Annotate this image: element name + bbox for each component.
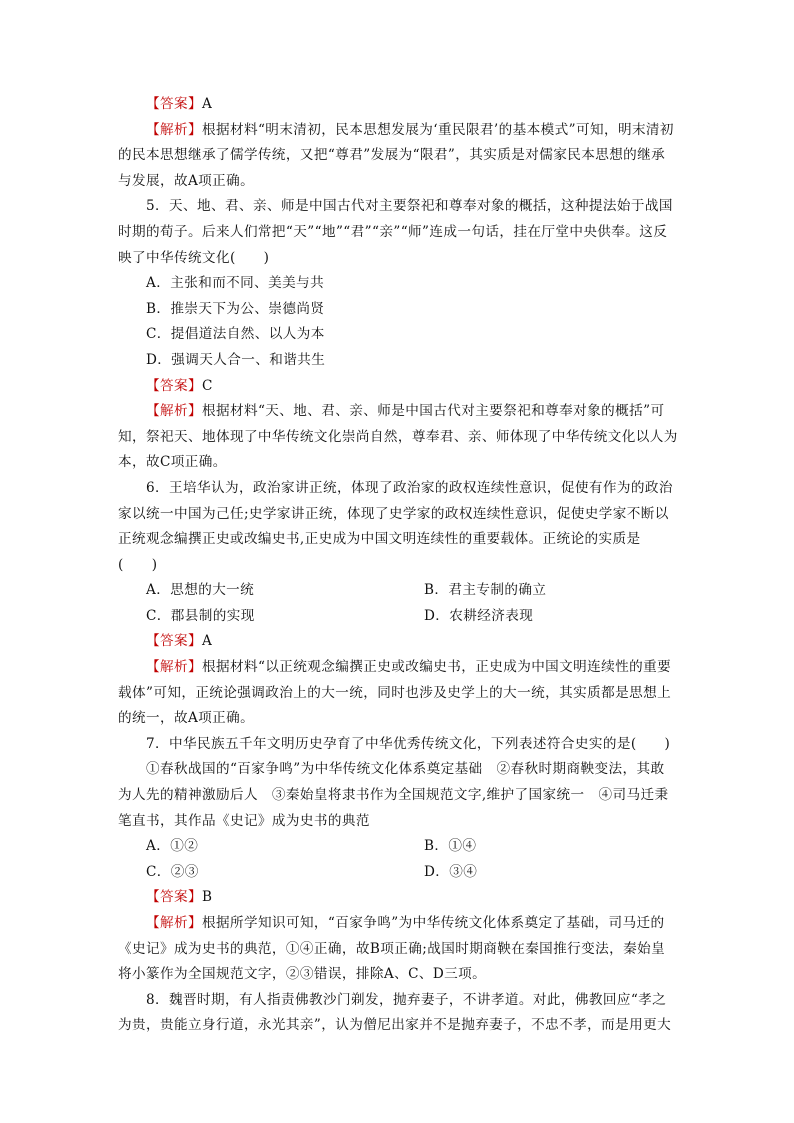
answer-tag: 【答案】 xyxy=(146,889,202,906)
question-7-option-b: B．①④ xyxy=(424,838,477,855)
question-7-explanation xyxy=(118,911,678,988)
question-7-options-row-1 xyxy=(118,834,678,860)
explanation-text: 根据材料“以正统观念编撰正史或改编史书，正史成为中国文明连续性的重要载体”可知，正统论强调政治上的大一统，同时也涉及史学上的大一统，其实质都是思想上的统一，故A项正确。 xyxy=(118,659,672,727)
explanation-tag: 【解析】 xyxy=(146,121,202,138)
question-7-items: ①春秋战国的“百家争鸣”为中华传统文化体系奠定基础 ②春秋时期商鞅变法，其敢为人先的精神激励后人 ③秦始皇将隶书作为全国规范文字,维护了国家统一 ④司马迁秉笔直书，其作品《史记》成为史书的典范 xyxy=(118,761,669,829)
question-7-option-d: D．③④ xyxy=(424,863,478,880)
question-6-option-b: B．君主专制的确立 xyxy=(424,582,547,599)
question-7-options-row-2 xyxy=(118,860,678,886)
explanation-tag: 【解析】 xyxy=(146,915,202,931)
answer-tag: 【答案】 xyxy=(146,377,202,394)
explanation-text: 根据材料“天、地、君、亲、师是中国古代对主要祭祀和尊奉对象的概括”可知，祭祀天、地体现了中华传统文化崇尚自然，尊奉君、亲、师体现了中华传统文化以人为本，故C项正确。 xyxy=(118,403,678,471)
question-6-option-a: A．思想的大一统 xyxy=(146,582,255,599)
explanation-tag: 【解析】 xyxy=(146,659,202,676)
question-5-answer xyxy=(118,374,678,400)
question-5-option-b: B．推崇天下为公、崇德尚贤 xyxy=(146,300,325,317)
explanation-text: 根据所学知识可知，“百家争鸣”为中华传统文化体系奠定了基础，司马迁的《史记》成为史书的典范，①④正确，故B项正确;战国时期商鞅在秦国推行变法，秦始皇将小篆作为全国规范文字，②③错误，排除A、C、D三项。 xyxy=(118,915,666,983)
answer-value: C xyxy=(201,377,213,394)
document-body xyxy=(118,92,678,1039)
answer-tag: 【答案】 xyxy=(146,633,202,650)
explanation-tag: 【解析】 xyxy=(146,403,202,420)
question-7-stem: 7．中华民族五千年文明历史孕育了中华优秀传统文化，下列表述符合史实的是( ) xyxy=(146,735,671,752)
question-5-explanation xyxy=(118,399,678,476)
question-6-options-row-1 xyxy=(118,578,678,604)
question-5-option-d: D．强调天人合一、和谐共生 xyxy=(146,351,326,368)
question-6-options-row-2 xyxy=(118,604,678,630)
answer-value: B xyxy=(201,889,213,906)
answer-line xyxy=(118,92,678,118)
question-7-option-c: C．②③ xyxy=(146,863,199,880)
answer-value: A xyxy=(201,96,213,112)
explanation xyxy=(118,118,678,195)
question-5-stem: 5．天、地、君、亲、师是中国古代对主要祭祀和尊奉对象的概括，这种提法始于战国时期的荀子。后来人们常把“天”“地”“君”“亲”“师”连成一句话，挂在厅堂中央供奉。这反映了中华传统文化( ) xyxy=(118,198,673,266)
question-7-option-a: A．①② xyxy=(146,838,199,855)
question-5-option-a: A．主张和而不同、美美与共 xyxy=(146,275,325,292)
question-6-explanation xyxy=(118,655,678,732)
question-8-stem: 8．魏晋时期，有人指责佛教沙门剃发，抛弃妻子，不讲孝道。对此，佛教回应“孝之为贵，贵能立身行道，永光其亲”，认为僧尼出家并不是抛弃妻子，不忠不孝，而是用更大 xyxy=(118,991,672,1034)
question-7-answer xyxy=(118,885,678,911)
answer-tag: 【答案】 xyxy=(146,96,202,112)
answer-value: A xyxy=(201,633,213,650)
question-6-option-c: C．郡县制的实现 xyxy=(146,607,255,624)
explanation-text: 根据材料“明末清初，民本思想发展为‘重民限君’的基本模式”可知，明末清初的民本思想继承了儒学传统，又把“尊君”发展为“限君”，其实质是对儒家民本思想的继承与发展，故A项正确。 xyxy=(118,121,674,189)
question-6-answer xyxy=(118,629,678,655)
question-5-option-c: C．提倡道法自然、以人为本 xyxy=(146,326,325,343)
question-6-option-d: D．农耕经济表现 xyxy=(424,607,534,624)
question-6-stem: 6．王培华认为，政治家讲正统，体现了政治家的政权连续性意识，促使有作为的政治家以统一中国为己任;史学家讲正统，体现了史学家的政权连续性意识，促使史学家不断以正统观念编撰正史或改编史书,正史成为中国文明连续性的重要载体。正统论的实质是( ) xyxy=(118,479,673,573)
